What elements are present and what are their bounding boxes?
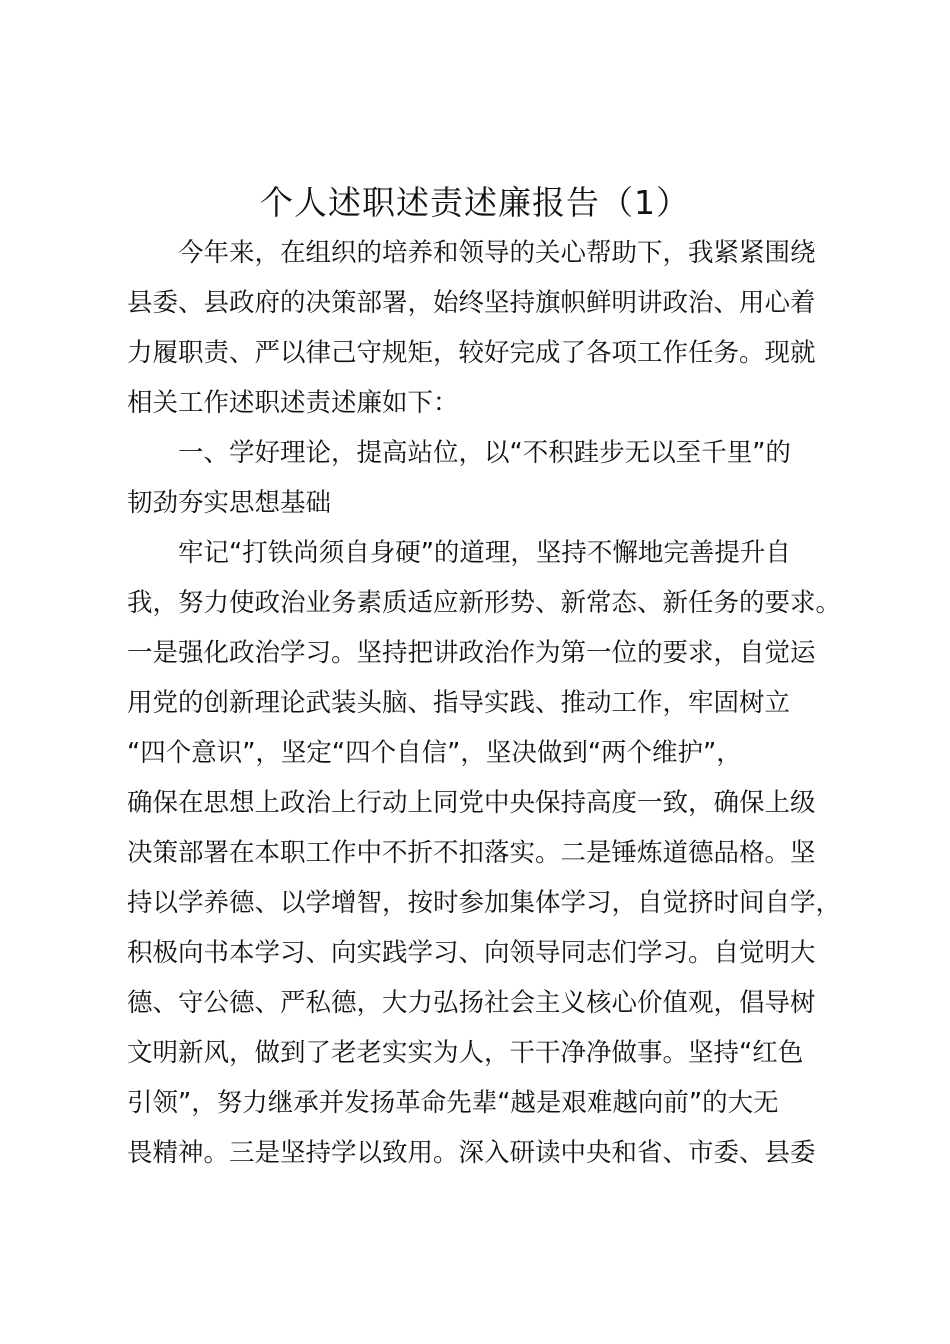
paragraph-line: 今年来，在组织的培养和领导的关心帮助下，我紧紧围绕 — [178, 238, 816, 268]
paragraph-line: 力履职责、严以律己守规矩，较好完成了各项工作任务。现就 — [127, 338, 816, 368]
paragraph-line: 积极向书本学习、向实践学习、向领导同志们学习。自觉明大 — [127, 938, 816, 968]
paragraph-line: 引领”，努力继承并发扬革命先辈“越是艰难越向前”的大无 — [127, 1088, 779, 1118]
paragraph-line: 文明新风，做到了老老实实为人，干干净净做事。坚持“红色 — [127, 1038, 804, 1068]
paragraph-line: 一是强化政治学习。坚持把讲政治作为第一位的要求，自觉运 — [127, 638, 816, 668]
paragraph-line: 县委、县政府的决策部署，始终坚持旗帜鲜明讲政治、用心着 — [127, 288, 816, 318]
paragraph-line: 德、守公德、严私德，大力弘扬社会主义核心价值观，倡导树 — [127, 988, 816, 1018]
paragraph-line: “四个意识”，坚定“四个自信”，坚决做到“两个维护”， — [127, 738, 742, 768]
paragraph-line: 确保在思想上政治上行动上同党中央保持高度一致，确保上级 — [127, 788, 816, 818]
paragraph-line: 相关工作述职述责述廉如下： — [127, 388, 459, 418]
paragraph-line: 畏精神。三是坚持学以致用。深入研读中央和省、市委、县委 — [127, 1138, 816, 1168]
section-heading-line: 一、学好理论，提高站位，以“不积跬步无以至千里”的 — [178, 438, 791, 468]
paragraph-line: 决策部署在本职工作中不折不扣落实。二是锤炼道德品格。坚 — [127, 838, 816, 868]
paragraph-line: 牢记“打铁尚须自身硬”的道理，坚持不懈地完善提升自 — [178, 538, 791, 568]
document-title: 个人述职述责述廉报告（1） — [260, 183, 690, 222]
paragraph-line: 我，努力使政治业务素质适应新形势、新常态、新任务的要求。 — [127, 588, 842, 618]
paragraph-line: 持以学养德、以学增智，按时参加集体学习，自觉挤时间自学， — [127, 888, 842, 918]
section-heading-line: 韧劲夯实思想基础 — [127, 488, 332, 518]
paragraph-line: 用党的创新理论武装头脑、指导实践、推动工作，牢固树立 — [127, 688, 791, 718]
